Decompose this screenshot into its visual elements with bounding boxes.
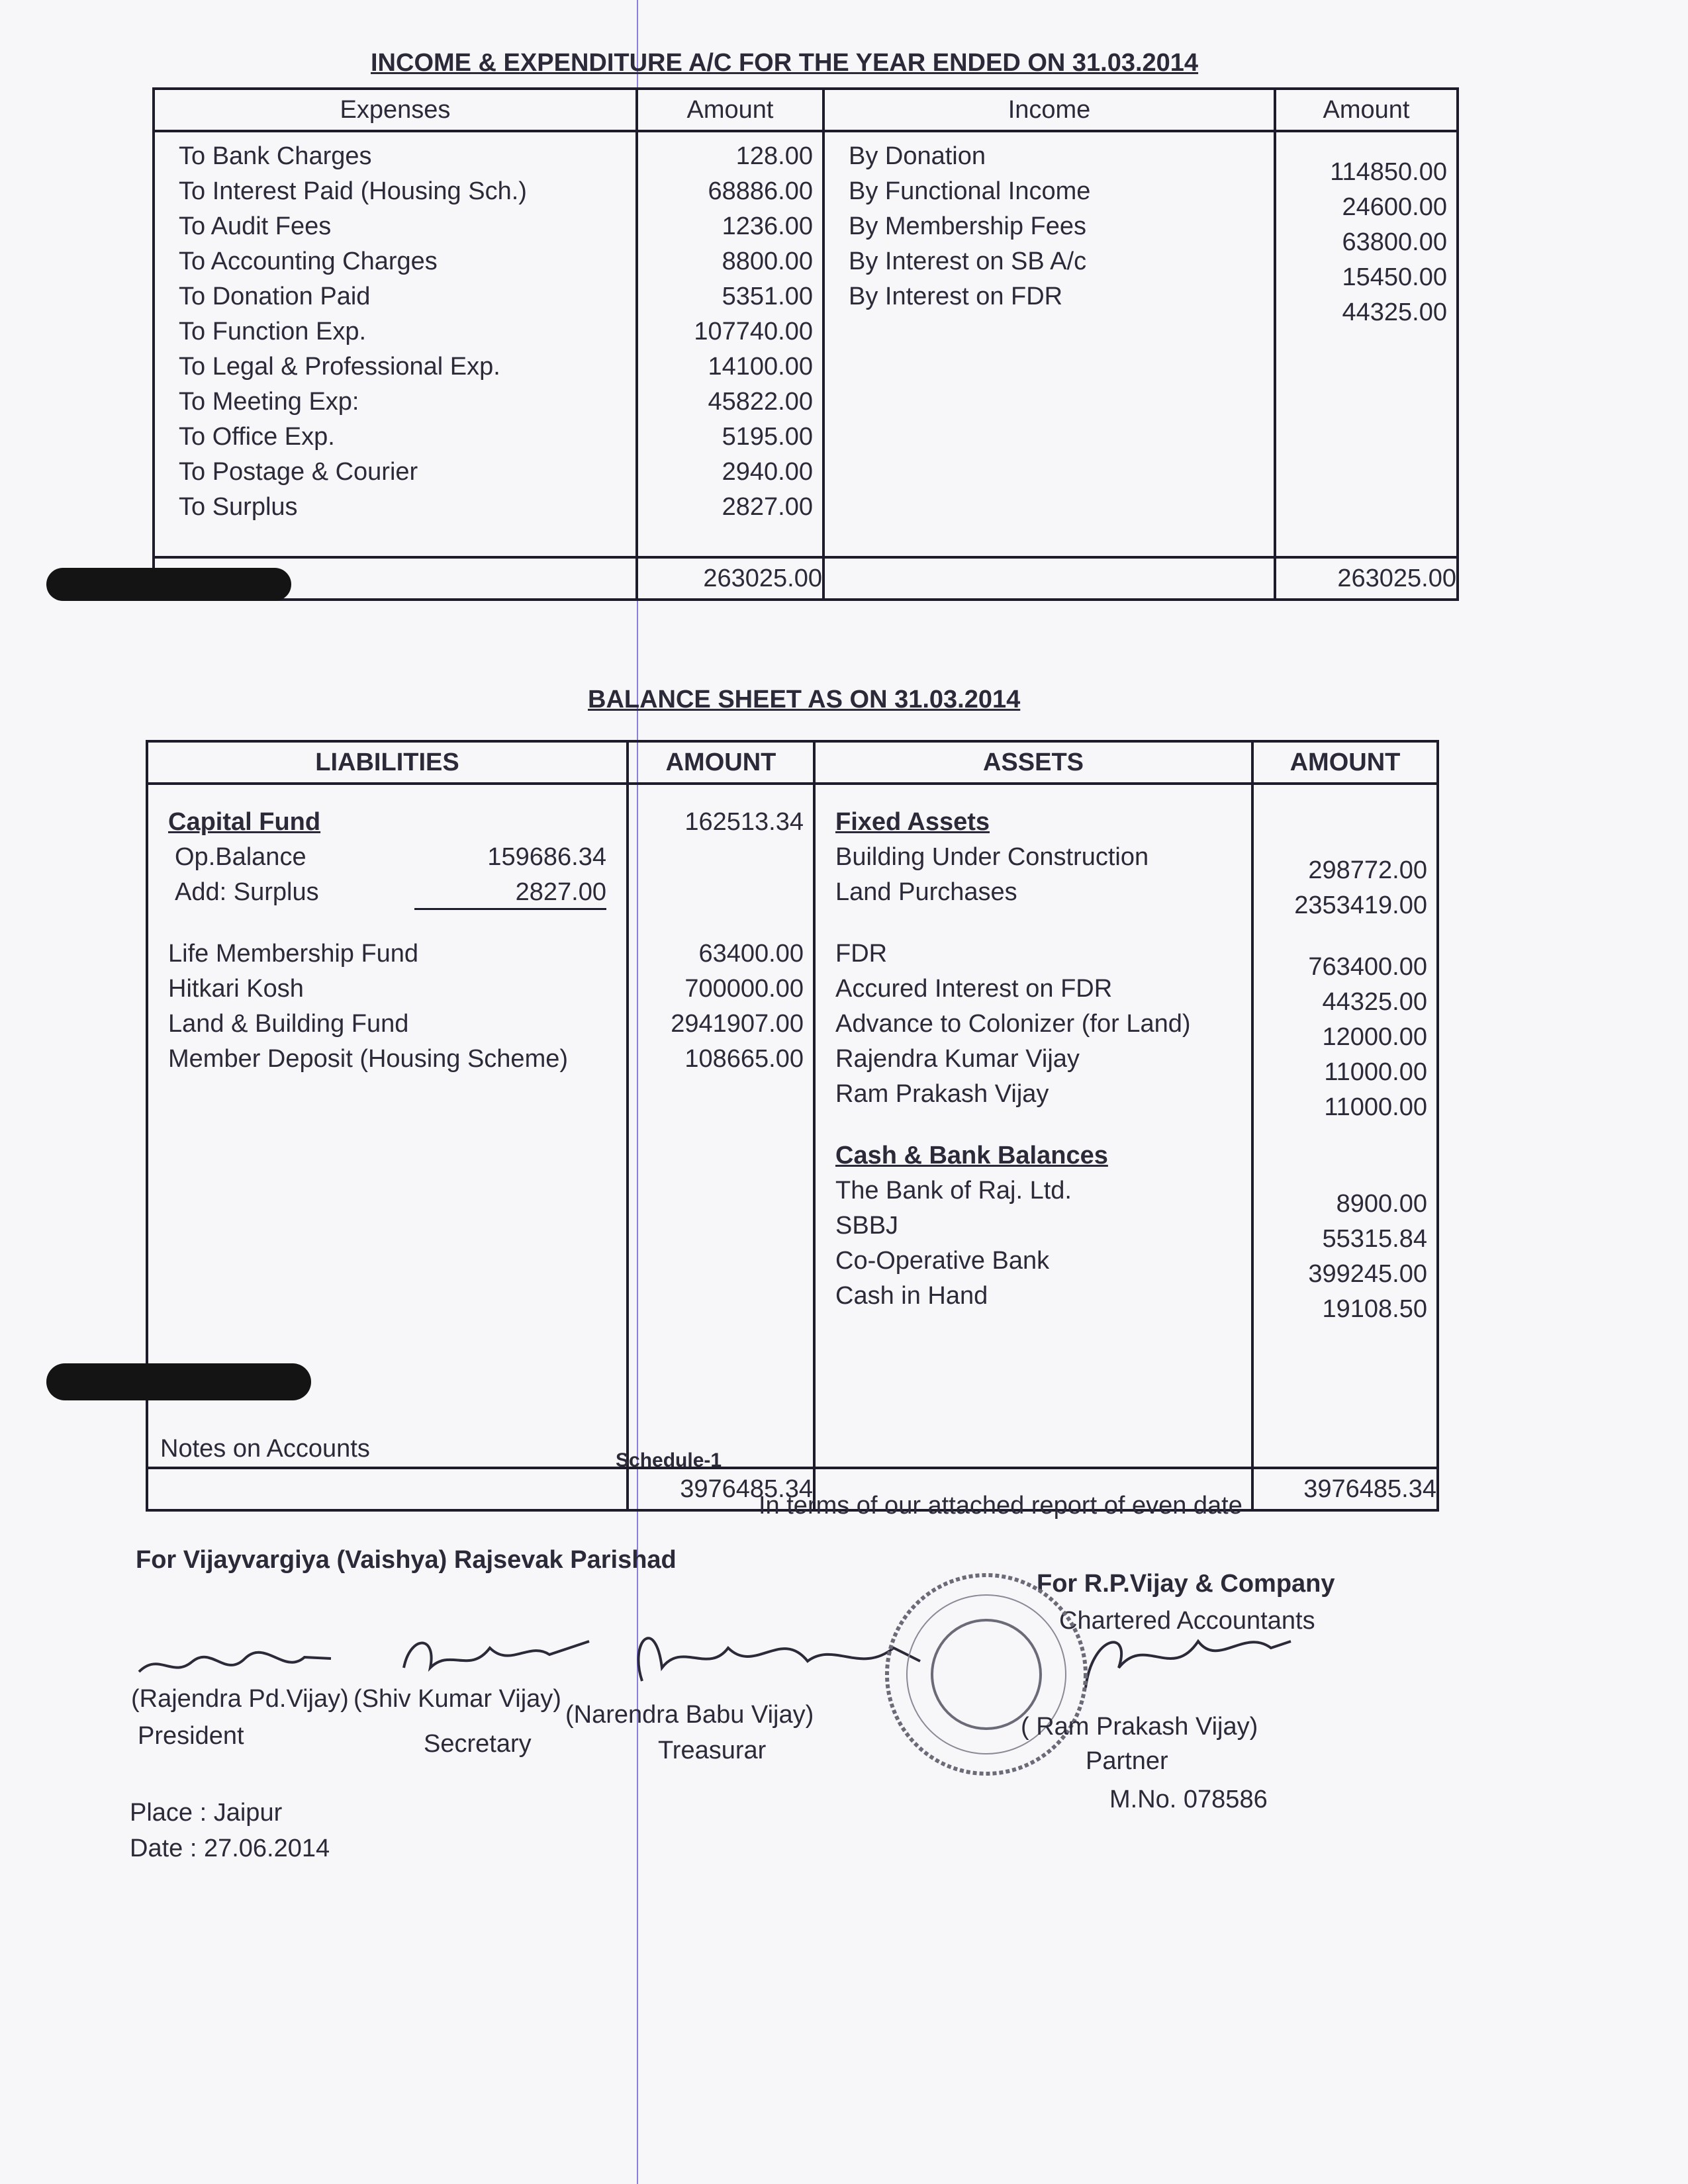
expense-amount: 2940.00: [722, 458, 813, 486]
bs-title: BALANCE SHEET AS ON 31.03.2014: [588, 686, 1021, 713]
income-label: By Functional Income: [849, 177, 1091, 205]
ie-total-left: 263025.00: [637, 557, 823, 600]
asset-amount: 12000.00: [1322, 1023, 1427, 1051]
asset-amount: 2353419.00: [1294, 891, 1427, 919]
liability-amount: 63400.00: [698, 940, 804, 968]
cash-bank-heading: Cash & Bank Balances: [835, 1142, 1108, 1169]
expense-amount: 68886.00: [708, 177, 813, 205]
secretary-name: (Shiv Kumar Vijay): [353, 1685, 561, 1713]
income-label: By Membership Fees: [849, 212, 1087, 240]
op-balance-label: Op.Balance: [175, 843, 306, 871]
asset-amount: 11000.00: [1324, 1058, 1427, 1086]
ie-table: [152, 87, 1459, 601]
place: Place : Jaipur: [130, 1799, 283, 1827]
expense-label: To Office Exp.: [179, 423, 335, 451]
ie-total-right: 263025.00: [1275, 557, 1458, 600]
cash-label: The Bank of Raj. Ltd.: [835, 1177, 1072, 1205]
income-label: By Interest on SB A/c: [849, 248, 1087, 275]
op-balance-value: 159686.34: [487, 843, 606, 871]
asset-label: FDR: [835, 940, 888, 968]
secretary-role: Secretary: [424, 1730, 532, 1758]
ie-income-labels: [823, 131, 1275, 557]
ie-expense-amounts: [637, 131, 823, 557]
bs-table: [146, 740, 1439, 1512]
ie-header-amount-income: Amount: [1275, 89, 1458, 131]
expense-amount: 5351.00: [722, 283, 813, 310]
redaction-mark: [46, 568, 291, 601]
cash-label: Co-Operative Bank: [835, 1247, 1050, 1275]
secretary-signature: [397, 1628, 596, 1688]
liability-label: Hitkari Kosh: [168, 975, 304, 1003]
asset-amount: 11000.00: [1324, 1093, 1427, 1121]
expense-label: To Audit Fees: [179, 212, 332, 240]
asset-label: Advance to Colonizer (for Land): [835, 1010, 1191, 1038]
ie-expense-labels: [154, 131, 637, 557]
add-surplus-label: Add: Surplus: [175, 878, 319, 906]
asset-label: Rajendra Kumar Vijay: [835, 1045, 1080, 1073]
expense-amount: 2827.00: [722, 493, 813, 521]
firm-subtitle: Chartered Accountants: [1059, 1607, 1315, 1635]
expense-label: To Donation Paid: [179, 283, 371, 310]
income-amount: 44325.00: [1342, 298, 1447, 326]
cash-amount: 399245.00: [1308, 1260, 1427, 1288]
asset-label: Land Purchases: [835, 878, 1017, 906]
bs-header-assets: ASSETS: [814, 741, 1252, 784]
treasurer-role: Treasurar: [658, 1737, 767, 1764]
ie-header-amount: Amount: [637, 89, 823, 131]
president-signature: [132, 1639, 344, 1692]
org-name: For Vijayvargiya (Vaishya) Rajsevak Parishad: [136, 1546, 677, 1574]
expense-label: To Surplus: [179, 493, 298, 521]
add-surplus-value: 2827.00: [414, 875, 606, 910]
expense-label: To Postage & Courier: [179, 458, 418, 486]
ie-income-amounts: [1275, 131, 1458, 557]
asset-label: Ram Prakash Vijay: [835, 1080, 1049, 1108]
ie-total-blank-right: [823, 557, 1275, 600]
bs-asset-amounts: [1252, 784, 1438, 1468]
asset-label: Building Under Construction: [835, 843, 1149, 871]
president-name: (Rajendra Pd.Vijay): [131, 1685, 349, 1713]
partner-role: Partner: [1086, 1747, 1168, 1775]
partner-name: ( Ram Prakash Vijay): [1021, 1713, 1258, 1741]
bs-total-blank-left: [147, 1468, 628, 1510]
expense-amount: 8800.00: [722, 248, 813, 275]
bs-header-amount: AMOUNT: [628, 741, 814, 784]
expense-label: To Bank Charges: [179, 142, 372, 170]
liability-label: Life Membership Fund: [168, 940, 419, 968]
liability-amount: 700000.00: [684, 975, 804, 1003]
cash-amount: 19108.50: [1322, 1295, 1427, 1323]
president-role: President: [138, 1722, 244, 1750]
date: Date : 27.06.2014: [130, 1835, 330, 1862]
income-amount: 24600.00: [1342, 193, 1447, 221]
firm-name: For R.P.Vijay & Company: [1037, 1570, 1335, 1598]
notes-on-accounts: Notes on Accounts: [160, 1435, 370, 1463]
income-amount: 114850.00: [1330, 158, 1447, 186]
liability-label: Land & Building Fund: [168, 1010, 409, 1038]
expense-label: To Meeting Exp:: [179, 388, 359, 416]
income-amount: 63800.00: [1342, 228, 1447, 256]
company-seal-icon: [874, 1562, 1099, 1787]
liability-amount: 108665.00: [684, 1045, 804, 1073]
terms-statement: In terms of our attached report of even date: [759, 1492, 1243, 1520]
asset-amount: 44325.00: [1322, 988, 1427, 1016]
redaction-mark: [46, 1363, 311, 1400]
ie-title: INCOME & EXPENDITURE A/C FOR THE YEAR ENDED ON 31.03.2014: [371, 49, 1199, 77]
fixed-assets-heading: Fixed Assets: [835, 808, 990, 836]
cash-amount: 8900.00: [1336, 1190, 1427, 1218]
bs-header-liabilities: LIABILITIES: [147, 741, 628, 784]
income-label: By Donation: [849, 142, 986, 170]
expense-amount: 45822.00: [708, 388, 813, 416]
expense-amount: 5195.00: [722, 423, 813, 451]
membership-number: M.No. 078586: [1109, 1786, 1268, 1813]
cash-label: Cash in Hand: [835, 1282, 988, 1310]
expense-amount: 1236.00: [722, 212, 813, 240]
cash-amount: 55315.84: [1322, 1225, 1427, 1253]
op-balance-row: [168, 840, 626, 875]
asset-amount: 298772.00: [1308, 856, 1427, 884]
cash-label: SBBJ: [835, 1212, 899, 1240]
expense-amount: 107740.00: [694, 318, 813, 345]
bs-total-left: 3976485.34: [628, 1468, 814, 1510]
income-amount: 15450.00: [1342, 263, 1447, 291]
expense-label: To Function Exp.: [179, 318, 367, 345]
schedule-label: Schedule-1: [616, 1449, 722, 1471]
capital-fund-total: 162513.34: [684, 808, 804, 836]
expense-label: To Accounting Charges: [179, 248, 438, 275]
expense-amount: 14100.00: [708, 353, 813, 381]
capital-fund-heading: Capital Fund: [168, 808, 321, 836]
bs-total-right: 3976485.34: [1252, 1468, 1438, 1510]
expense-label: To Interest Paid (Housing Sch.): [179, 177, 527, 205]
asset-amount: 763400.00: [1308, 953, 1427, 981]
bs-header-amount-assets: AMOUNT: [1252, 741, 1438, 784]
asset-label: Accured Interest on FDR: [835, 975, 1113, 1003]
add-surplus-row: [168, 875, 626, 910]
liability-amount: 2941907.00: [671, 1010, 804, 1038]
expense-amount: 128.00: [735, 142, 813, 170]
treasurer-name: (Narendra Babu Vijay): [565, 1701, 814, 1729]
bs-liability-amounts: [628, 784, 814, 1468]
expense-label: To Legal & Professional Exp.: [179, 353, 500, 381]
partner-signature: [1072, 1621, 1297, 1701]
ie-header-expenses: Expenses: [154, 89, 637, 131]
liability-label: Member Deposit (Housing Scheme): [168, 1045, 569, 1073]
ie-header-income: Income: [823, 89, 1275, 131]
bs-asset-labels: [814, 784, 1252, 1468]
income-label: By Interest on FDR: [849, 283, 1063, 310]
